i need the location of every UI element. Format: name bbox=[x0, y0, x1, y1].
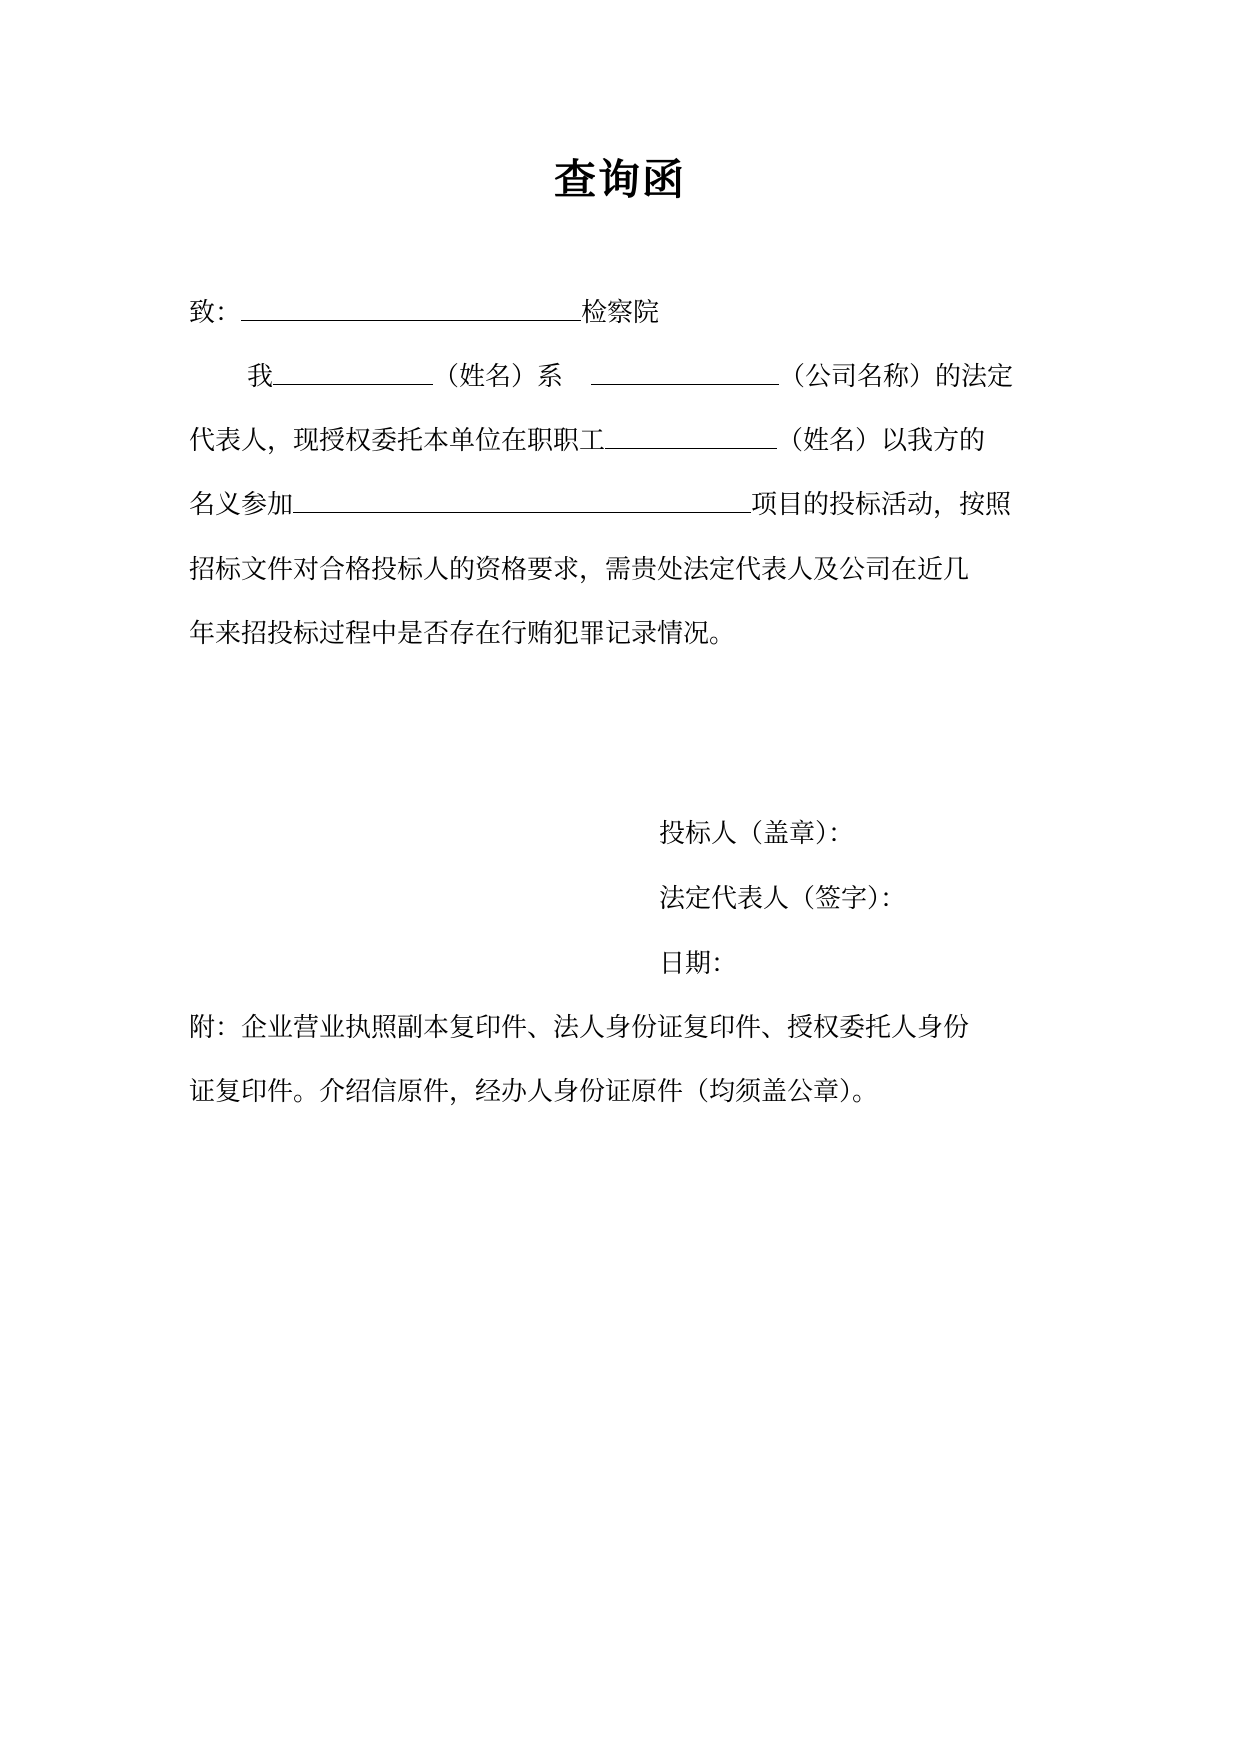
body-text: （姓名）以我方的 bbox=[777, 426, 986, 456]
body-line-2 bbox=[189, 421, 985, 461]
date-label: 日期： bbox=[659, 949, 738, 979]
procuratorate-name-field[interactable] bbox=[241, 294, 581, 321]
bidder-seal-label: 投标人（盖章）： bbox=[659, 819, 855, 849]
employee-name-field[interactable] bbox=[605, 422, 777, 449]
body-text: （姓名）系 bbox=[433, 362, 564, 392]
body-text: 代表人，现授权委托本单位在职职工 bbox=[189, 426, 606, 456]
addressee-suffix: 检察院 bbox=[581, 298, 660, 328]
body-line-3 bbox=[189, 485, 1011, 525]
project-name-field[interactable] bbox=[293, 486, 751, 513]
body-text: （公司名称）的法定 bbox=[779, 362, 1014, 392]
company-name-field[interactable] bbox=[591, 358, 779, 385]
legal-rep-signature-label: 法定代表人（签字）： bbox=[659, 884, 907, 914]
document-title: 查询函 bbox=[553, 155, 686, 204]
body-text: 名义参加 bbox=[189, 490, 294, 520]
attachment-line-2: 证复印件。介绍信原件，经办人身份证原件（均须盖公章）。 bbox=[189, 1077, 879, 1107]
body-line-4: 招标文件对合格投标人的资格要求，需贵处法定代表人及公司在近几 bbox=[189, 555, 970, 585]
body-text: 我 bbox=[247, 362, 274, 392]
legal-rep-name-field[interactable] bbox=[273, 358, 433, 385]
body-line-1 bbox=[247, 357, 1013, 397]
addressee-line bbox=[189, 293, 659, 333]
body-text: 项目的投标活动，按照 bbox=[751, 490, 1012, 520]
attachment-line-1: 附：企业营业执照副本复印件、法人身份证复印件、授权委托人身份 bbox=[189, 1013, 970, 1043]
addressee-prefix: 致： bbox=[189, 298, 242, 328]
body-line-5: 年来招投标过程中是否存在行贿犯罪记录情况。 bbox=[189, 619, 736, 649]
